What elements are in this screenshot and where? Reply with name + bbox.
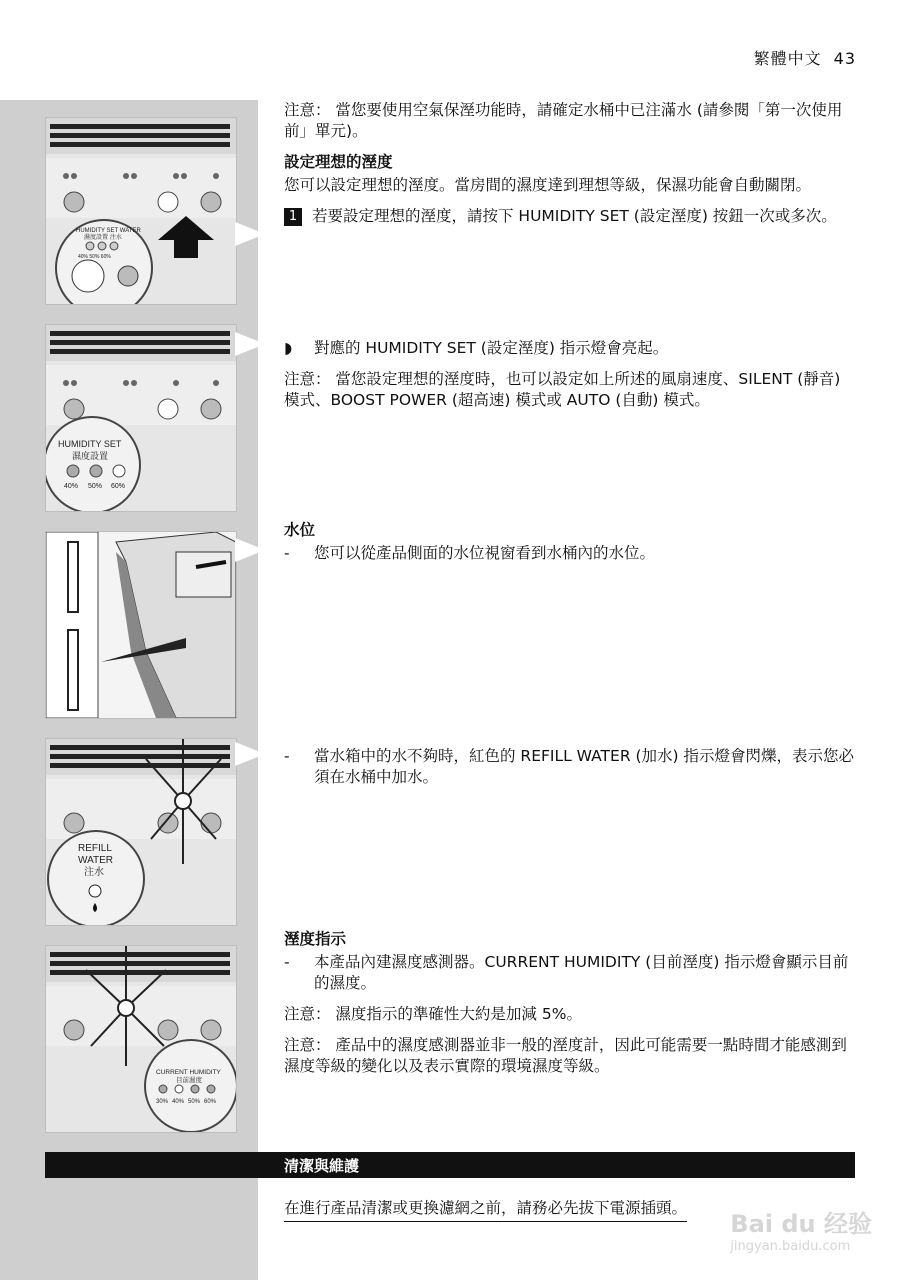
step-number-badge: 1 — [284, 208, 302, 226]
section-refill — [284, 746, 856, 788]
section-humidity-indication — [284, 929, 856, 1087]
step-1 — [284, 206, 856, 227]
figure-current-humidity — [45, 945, 237, 1133]
figure3-pointer — [235, 538, 265, 562]
water-level-text: 您可以從產品側面的水位視窗看到水桶內的水位。 — [314, 544, 656, 562]
humidity-sensor-text: 本產品內建濕度感測器。CURRENT HUMIDITY (目前溼度) 指示燈會顯示目前的濕度。 — [314, 953, 849, 992]
note-other-modes: 注意： 當您設定理想的溼度時，也可以設定如上所述的風扇速度、SILENT (靜音) 模式、BOOST POWER (超高速) 模式或 AUTO (自動) 模式。 — [284, 370, 841, 409]
dash-humidity-sensor — [284, 952, 856, 994]
fig1-label-sub: 濕度設置 注水 — [84, 234, 122, 241]
figure-humidity-set-indicator — [45, 324, 237, 512]
bullet-mark: ◗ — [284, 339, 293, 357]
bullet-text: 對應的 HUMIDITY SET (設定溼度) 指示燈會亮起。 — [314, 339, 669, 357]
heading-set-humidity: 設定理想的溼度 — [284, 153, 393, 171]
para-set-humidity: 您可以設定理想的溼度。當房間的濕度達到理想等級，保濕功能會自動關閉。 — [284, 176, 812, 194]
heading-water-level: 水位 — [284, 521, 316, 539]
fig2-level-50: 50% — [88, 483, 103, 490]
dash-mark: - — [284, 544, 290, 562]
section-water-level — [284, 520, 856, 564]
figure-water-level-window — [45, 531, 237, 719]
refill-text: 當水箱中的水不夠時，紅色的 REFILL WATER (加水) 指示燈會閃爍，表示您必須在水桶中加水。 — [314, 747, 855, 786]
figure2-pointer — [235, 332, 265, 356]
unplug-warning: 在進行產品清潔或更換濾網之前，請務必先拔下電源插頭。 — [284, 1196, 687, 1222]
section-title-bar — [45, 1152, 855, 1178]
figure4-pointer — [235, 742, 265, 766]
watermark-brand: Bai du 经验 — [730, 1210, 872, 1238]
fig5-label: CURRENT HUMIDITY — [156, 1069, 221, 1076]
figure-humidity-set-button — [45, 117, 237, 305]
dash-water-level — [284, 543, 856, 564]
section-title: 清潔與維護 — [284, 1157, 360, 1175]
step-1-text: 若要設定理想的溼度，請按下 HUMIDITY SET (設定溼度) 按鈕一次或多次。 — [312, 207, 837, 225]
note-sensor: 注意： 產品中的濕度感測器並非一般的溼度計，因此可能需要一點時間才能感測到濕度等級的變化以及表示實際的環境濕度等級。 — [284, 1036, 847, 1075]
fig5-level-60: 60% — [204, 1099, 217, 1105]
note-fill-tank: 注意： 當您要使用空氣保溼功能時，請確定水桶中已注滿水 (請參閱「第一次使用前」單元)。 — [284, 101, 843, 140]
section-indicator — [284, 338, 856, 421]
fig2-level-60: 60% — [111, 483, 126, 490]
fig5-level-50: 50% — [188, 1099, 201, 1105]
fig5-level-30: 30% — [156, 1099, 169, 1105]
heading-humidity-indication: 溼度指示 — [284, 930, 347, 948]
section-set-humidity — [284, 100, 856, 227]
fig2-level-40: 40% — [64, 483, 79, 490]
dash-mark: - — [284, 953, 290, 971]
dash-mark: - — [284, 747, 290, 765]
note-accuracy: 注意： 濕度指示的準確性大約是加減 5%。 — [284, 1005, 582, 1023]
figure1-pointer — [235, 222, 265, 246]
fig5-level-40: 40% — [172, 1099, 185, 1105]
fig2-label-cn: 濕度設置 — [72, 452, 109, 462]
bullet-indicator-lights — [284, 338, 856, 359]
fig4-label: REFILL — [78, 843, 112, 854]
page-number: 43 — [833, 49, 856, 68]
fig1-label-top: HUMIDITY SET WATER — [76, 228, 141, 234]
fig4-label-cn: 注水 — [84, 867, 104, 878]
fig2-label: HUMIDITY SET — [58, 439, 122, 449]
fig5-label-cn: 目前濕度 — [176, 1076, 202, 1084]
watermark — [730, 1204, 872, 1254]
dash-refill — [284, 746, 856, 788]
page-header — [754, 46, 856, 69]
language-title: 繁體中文 — [753, 49, 822, 68]
watermark-url: jingyan.baidu.com — [730, 1239, 851, 1254]
fig1-levels: 40% 50% 60% — [78, 254, 111, 260]
figure-refill-water — [45, 738, 237, 926]
fig4-label2: WATER — [78, 855, 113, 866]
